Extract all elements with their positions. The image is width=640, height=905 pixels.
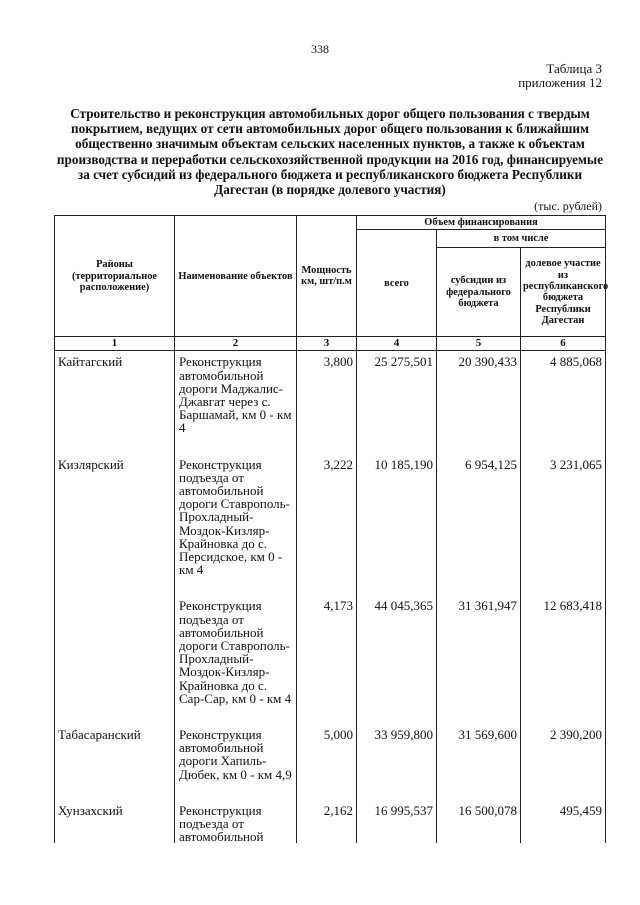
table-reference <box>518 62 602 90</box>
cell-object: Реконструкция подъезда от автомобильной <box>175 800 297 844</box>
column-number: 4 <box>357 337 437 351</box>
page-number: 338 <box>311 42 329 56</box>
cell-capacity: 3,222 <box>297 454 357 596</box>
cell-total: 33 959,800 <box>357 724 437 800</box>
cell-district: Кизлярский <box>55 454 175 596</box>
cell-total: 10 185,190 <box>357 454 437 596</box>
cell-district: Хунзахский <box>55 800 175 844</box>
cell-capacity: 5,000 <box>297 724 357 800</box>
table-row <box>55 724 606 800</box>
column-number: 3 <box>297 337 357 351</box>
header-capacity: Мощность км, шт/п.м <box>297 216 357 337</box>
cell-republic: 2 390,200 <box>521 724 606 800</box>
cell-federal: 31 361,947 <box>437 595 521 724</box>
financing-table <box>54 215 609 845</box>
cell-republic: 495,459 <box>521 800 606 844</box>
column-number: 5 <box>437 337 521 351</box>
column-number: 6 <box>521 337 606 351</box>
cell-district: Кайтагский <box>55 351 175 454</box>
table-row <box>55 454 606 596</box>
cell-object: Реконструкция автомобильной дороги Хапиль-Дюбек, км 0 - км 4,9 <box>175 724 297 800</box>
column-number: 1 <box>55 337 175 351</box>
table-row <box>55 595 606 724</box>
table-ref-line1: Таблица 3 <box>546 61 602 76</box>
header-district: Районы (территориальное расположение) <box>55 216 175 337</box>
cell-federal: 16 500,078 <box>437 800 521 844</box>
cell-total: 44 045,365 <box>357 595 437 724</box>
cell-total: 25 275,501 <box>357 351 437 454</box>
cell-capacity: 3,800 <box>297 351 357 454</box>
table-ref-line2: приложения 12 <box>518 75 602 90</box>
header-object: Наименование объектов <box>175 216 297 337</box>
cell-federal: 31 569,600 <box>437 724 521 800</box>
header-federal: субсидии из федерального бюджета <box>437 248 521 337</box>
cell-total: 16 995,537 <box>357 800 437 844</box>
cell-federal: 20 390,433 <box>437 351 521 454</box>
cell-object: Реконструкция подъезда от автомобильной дороги Ставрополь-Прохладный-Моздок-Кизляр-Крайновка до с. Сар-Сар, км 0 - км 4 <box>175 595 297 724</box>
cell-object: Реконструкция подъезда от автомобильной дороги Ставрополь-Прохладный-Моздок-Кизляр-Крайновка до с. Персидское, км 0 - км 4 <box>175 454 297 596</box>
cell-republic: 3 231,065 <box>521 454 606 596</box>
cell-capacity: 2,162 <box>297 800 357 844</box>
cell-republic: 12 683,418 <box>521 595 606 724</box>
document-title: Строительство и реконструкция автомобильных дорог общего пользования с твердым покрытием, ведущих от сети автомобильных дорог общего пользования к ближайшим общественно значимым объектам сельских населенных пунктов, а также к объектам производства и переработки сельскохозяйственной продукции на 2016 год, финансируемые за счет субсидий из федерального бюджета и республиканского бюджета Республики Дагестан (в порядке долевого участия) <box>56 106 604 198</box>
header-funding: Объем финансирования <box>357 216 606 230</box>
table-row <box>55 351 606 454</box>
cell-federal: 6 954,125 <box>437 454 521 596</box>
cell-capacity: 4,173 <box>297 595 357 724</box>
header-including: в том числе <box>437 230 606 248</box>
header-republic: долевое участие из республиканского бюджета Республики Дагестан <box>521 248 606 337</box>
column-number-row <box>55 337 606 351</box>
unit-label: (тыс. рублей) <box>534 199 602 213</box>
table-row <box>55 800 606 844</box>
cell-republic: 4 885,068 <box>521 351 606 454</box>
column-number: 2 <box>175 337 297 351</box>
cell-object: Реконструкция автомобильной дороги Маджалис-Джавгат через с. Баршамай, км 0 - км 4 <box>175 351 297 454</box>
cell-district: Табасаранский <box>55 724 175 800</box>
header-total: всего <box>357 230 437 337</box>
cell-district <box>55 595 175 724</box>
